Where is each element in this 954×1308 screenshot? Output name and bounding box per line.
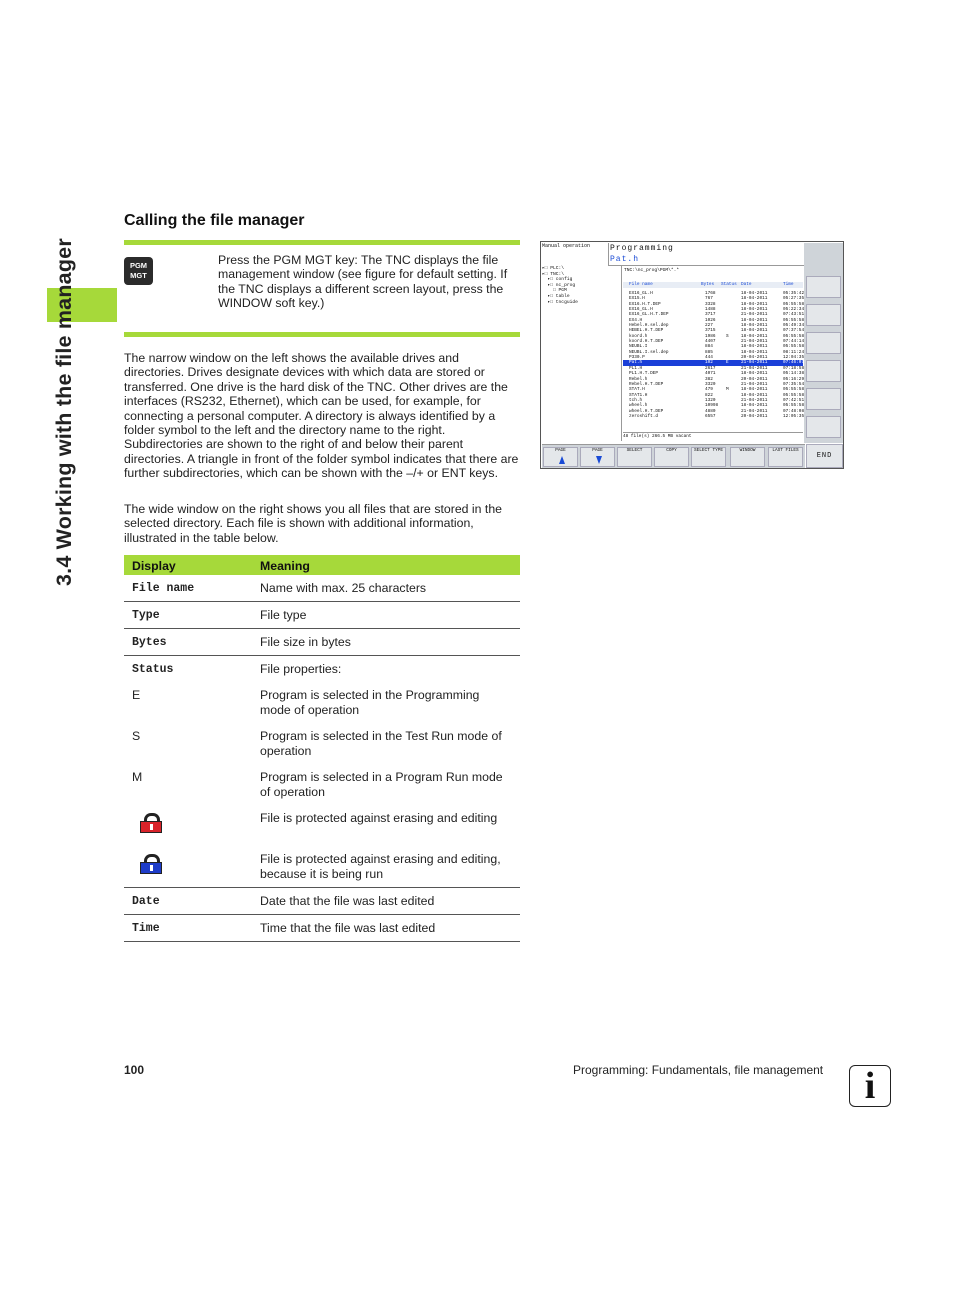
file-list-cell: 1986 <box>705 333 716 339</box>
program-header <box>608 243 804 266</box>
file-list-cell: 05:55:58 <box>783 301 805 307</box>
file-list-cell: koord.H.T.DEP <box>629 339 664 345</box>
file-list-cell: 1026 <box>705 317 716 323</box>
display-cell: M <box>132 770 143 784</box>
tree-item: ▸□ PLC:\ <box>542 266 565 271</box>
file-list-cell: S <box>726 333 729 339</box>
vertical-softkey <box>806 388 841 410</box>
table-row <box>124 915 520 942</box>
table-row <box>124 682 520 723</box>
lock-blue-icon <box>140 854 162 874</box>
file-list-cell: 05:22:34 <box>783 307 805 313</box>
file-list-cell: 3717 <box>705 312 716 318</box>
file-list-cell: 05:27:35 <box>783 296 805 302</box>
softkey-select: SELECT <box>617 447 652 467</box>
paragraph-files: The wide window on the right shows you all files that are stored in the selected directory. Each file is shown with additional information, illustrated in the table below. <box>124 502 502 545</box>
softkey-row <box>542 444 805 469</box>
file-list-cell: 18-04-2011 <box>741 333 768 339</box>
file-list-cell: 227 <box>705 323 713 329</box>
display-cell: File name <box>124 575 252 602</box>
file-list-cell: 18-04-2011 <box>741 296 768 302</box>
file-list-column-header: Date <box>741 282 752 287</box>
arrow-up-icon <box>559 456 565 464</box>
softkey-window: WINDOW <box>730 447 765 467</box>
file-list-cell: Rebel.h <box>629 376 648 382</box>
meaning-cell: File type <box>252 602 520 629</box>
table-header-meaning: Meaning <box>252 555 520 575</box>
vertical-softkey-bar <box>804 243 843 443</box>
paragraph-drives: The narrow window on the left shows the available drives and directories. Drives designate devices with which data are stored or transferred. One drive is the hard disk of the TNC. Other drives are the interfaces (RS232, Ethernet), which can be used, for example, for connecting a personal computer. A directory is always identified by a folder symbol to the left and the directory name to the right. Subdirectories are shown to the right of and below their parent directories. A triangle in front of the folder symbol indicates that there are further subdirectories, which can be shown with the –/+ or ENT keys. <box>124 351 519 481</box>
file-list-cell: 4880 <box>705 408 716 414</box>
tree-item: ▸□ config <box>542 277 573 283</box>
file-list-cell: HEBEL.H.T.DEP <box>629 328 664 334</box>
file-list-cell: 18-04-2011 <box>741 323 768 329</box>
file-list-cell: E <box>726 360 729 366</box>
display-cell: Type <box>124 602 252 629</box>
table-row <box>124 575 520 602</box>
program-file: Pat.h <box>610 255 640 264</box>
tree-item: ▸□ tncguide <box>542 299 578 305</box>
file-list-cell: 18-04-2011 <box>741 307 768 313</box>
file-list-cell: STAT1.H <box>629 392 648 398</box>
file-list-cell: 4071 <box>705 371 716 377</box>
file-list-cell: 07:35:54 <box>783 381 805 387</box>
softkey-page: PAGE <box>580 447 615 467</box>
file-list-cell: 10998 <box>705 403 719 409</box>
file-list-cell: zeroshift.d <box>629 413 658 419</box>
file-list-cell: 05:55:58 <box>783 403 805 409</box>
file-list-cell: 20-04-2011 <box>741 413 768 419</box>
file-list-cell: 18-04-2011 <box>741 344 768 350</box>
file-list-cell: 18-04-2011 <box>741 301 768 307</box>
vertical-softkey <box>806 332 841 354</box>
file-list-cell: 18-04-2011 <box>741 387 768 393</box>
file-list-cell: 12:04:35 <box>783 355 805 361</box>
file-list-footer: 48 file(s) 266.5 MB vacant <box>623 432 803 439</box>
file-list-header <box>623 282 803 288</box>
table-row <box>124 629 520 656</box>
meaning-cell: Name with max. 25 characters <box>252 575 520 602</box>
file-info-table <box>124 555 520 942</box>
display-cell: S <box>132 729 141 743</box>
end-softkey: END <box>806 444 843 468</box>
file-list-cell: 4407 <box>705 339 716 345</box>
table-header-display: Display <box>124 555 252 575</box>
file-list-cell: 885 <box>705 349 713 355</box>
file-list-column-header: Status <box>721 282 737 287</box>
file-list-cell: EX16_GL.H <box>629 291 653 296</box>
file-list-cell: 05:35:42 <box>783 291 805 296</box>
file-list-cell: 18-04-2011 <box>741 403 768 409</box>
tree-item: ▸□ nc_prog <box>542 282 576 288</box>
vertical-softkey <box>806 276 841 298</box>
file-list-cell: koord.h <box>629 333 648 339</box>
file-list-cell: 21-04-2011 <box>741 312 768 318</box>
meaning-cell: Time that the file was last edited <box>252 915 520 942</box>
file-list-cell: EX15.H <box>629 296 645 302</box>
meaning-cell: Program is selected in the Test Run mode of operation <box>260 729 502 758</box>
footer-text: Programming: Fundamentals, file management <box>573 1063 824 1077</box>
file-list-cell: 05:55:58 <box>783 392 805 398</box>
file-list-cell: 07:44:14 <box>783 339 805 345</box>
file-list-cell: P330.P <box>629 355 645 361</box>
file-list-cell: 12:05:35 <box>783 413 805 419</box>
file-list-cell: 21-04-2011 <box>741 397 768 403</box>
tree-item: ▸□ table <box>542 293 570 299</box>
file-list-cell: wheel.h <box>629 403 648 409</box>
file-list-cell: 18-04-2011 <box>741 291 768 296</box>
file-list-cell: 05:14:38 <box>783 371 805 377</box>
meaning-cell: File is protected against erasing and editing, because it is being run <box>252 846 520 888</box>
table-row <box>124 805 520 846</box>
file-list-cell: 07:43:51 <box>783 312 805 318</box>
file-list-cell: 18-04-2011 <box>741 392 768 398</box>
file-list-cell: 479 <box>705 387 713 393</box>
lock-red-icon <box>140 813 162 833</box>
vertical-softkey <box>806 416 841 438</box>
file-list-cell: 07:42:51 <box>783 397 805 403</box>
file-list-cell: 07:18:58 <box>783 365 805 371</box>
mode-label: Manual operation <box>542 243 609 265</box>
table-row <box>124 846 520 888</box>
key-label-line1: PGM <box>129 261 148 270</box>
softkey-copy: COPY <box>654 447 689 467</box>
file-list-cell: 05:55:58 <box>783 317 805 323</box>
file-list-cell: 444 <box>705 355 713 361</box>
display-cell: Bytes <box>124 629 252 656</box>
table-row <box>124 764 520 805</box>
file-list-cell: 05:55:58 <box>783 333 805 339</box>
tnc-file-manager-screenshot <box>540 241 844 469</box>
file-list-cell: 1488 <box>705 307 716 313</box>
meaning-cell: File properties: <box>260 662 342 676</box>
file-list-cell: 18-04-2011 <box>741 371 768 377</box>
table-row <box>124 656 520 683</box>
file-list-cell: 884 <box>705 344 713 350</box>
file-list-cell: 18-04-2011 <box>741 328 768 334</box>
file-list-cell: 21-04-2011 <box>741 360 768 366</box>
display-cell: Date <box>124 888 252 915</box>
file-list-cell: Pat.h <box>629 360 643 366</box>
display-cell: Status <box>132 663 174 676</box>
arrow-down-icon <box>596 456 602 464</box>
file-list-cell: 1320 <box>705 397 716 403</box>
section-rule-bottom <box>124 332 520 337</box>
chapter-tab-title: 3.4 Working with the file manager <box>52 238 76 586</box>
table-row <box>124 723 520 764</box>
file-list-cell: 20-04-2011 <box>741 355 768 361</box>
section-rule-top <box>124 240 520 245</box>
file-list-cell: EX16.H.T.DEP <box>629 301 661 307</box>
file-list-cell: 102 <box>705 360 713 366</box>
file-list-cell: tch.h <box>629 397 643 403</box>
softkey-page: PAGE <box>543 447 578 467</box>
meaning-cell: Date that the file was last edited <box>252 888 520 915</box>
file-list-cell: 3328 <box>705 301 716 307</box>
file-list-cell: 2617 <box>705 365 716 371</box>
vertical-softkey <box>806 304 841 326</box>
file-list-cell: 21-04-2011 <box>741 365 768 371</box>
file-list-cell: 18-04-2011 <box>741 349 768 355</box>
file-list-cell: 21-04-2011 <box>741 339 768 345</box>
file-list-cell: 20-04-2011 <box>741 376 768 382</box>
file-list-cell: 05:55:58 <box>783 344 805 350</box>
meaning-cell: File size in bytes <box>252 629 520 656</box>
file-list-panel <box>621 266 805 441</box>
info-icon: i <box>849 1065 891 1107</box>
file-list-cell: 07:37:54 <box>783 328 805 334</box>
file-list-cell: EX16_GL.H <box>629 307 653 313</box>
tree-item: □ PGM <box>542 288 567 294</box>
meaning-cell: Program is selected in a Program Run mode of operation <box>260 770 503 799</box>
key-label-line2: MGT <box>130 271 147 280</box>
file-list-cell: 08:11:24 <box>783 349 805 355</box>
file-list-cell: 3715 <box>705 328 716 334</box>
table-row <box>124 888 520 915</box>
file-list-cell: EX4.H <box>629 317 643 323</box>
file-list-cell: STAT.H <box>629 387 645 393</box>
file-list-cell: 382 <box>705 376 713 382</box>
file-list-cell: 21-04-2011 <box>741 408 768 414</box>
file-list-cell: 07:46:07 <box>783 360 805 366</box>
file-list-cell: M <box>726 387 729 393</box>
file-list-cell: NEUBL.I.sel.dep <box>629 349 669 355</box>
file-list-column-header: Bytes <box>701 282 715 287</box>
file-list-cell: 6557 <box>705 413 716 419</box>
file-list-cell: PL1.H.T.DEP <box>629 371 658 377</box>
page-number: 100 <box>124 1063 145 1077</box>
file-list-cell: 07:48:08 <box>783 408 805 414</box>
meaning-cell: File is protected against erasing and editing <box>260 811 498 825</box>
vertical-softkey <box>806 360 841 382</box>
file-list-cell: wheel.H.T.DEP <box>629 408 664 414</box>
file-list-cell: Hebel.H.sel.dep <box>629 323 669 329</box>
file-list-cell: 3320 <box>705 381 716 387</box>
program-title: Programming <box>610 244 674 253</box>
file-list-column-header: Time <box>783 282 794 287</box>
section-title: Calling the file manager <box>124 212 305 229</box>
file-list-rows <box>623 291 803 419</box>
table-row <box>124 602 520 629</box>
file-list-cell: PL1.H <box>629 365 643 371</box>
current-path: TNC:\nc_prog\PGM\*.* <box>624 268 680 273</box>
file-list-cell: 18-04-2011 <box>741 317 768 323</box>
file-list-column-header: File name <box>629 282 653 287</box>
file-list-cell: EX16_GL.H.T.DEP <box>629 312 669 318</box>
file-list-cell: 21-04-2011 <box>741 381 768 387</box>
tree-item: ▸□ TNC:\ <box>542 271 565 277</box>
softkey-last-files: LAST FILES <box>768 447 803 467</box>
file-list-cell: 822 <box>705 392 713 398</box>
meaning-cell: Program is selected in the Programming mode of operation <box>260 688 480 717</box>
file-list-cell: 1768 <box>705 291 716 296</box>
file-list-item <box>623 414 803 419</box>
softkey-select-type: SELECT TYPE <box>691 447 726 467</box>
directory-tree <box>542 266 620 436</box>
pgm-mgt-key-icon <box>124 257 153 285</box>
display-cell: E <box>132 688 141 702</box>
file-list-cell: Rebel.H.T.DEP <box>629 381 664 387</box>
file-list-cell: 05:16:29 <box>783 376 805 382</box>
display-cell: Time <box>124 915 252 942</box>
intro-text: Press the PGM MGT key: The TNC displays the file management window (see figure for default setting. If the TNC displays a different screen layout, press the WINDOW soft key.) <box>218 253 508 311</box>
file-list-cell: NEUBL.I <box>629 344 648 350</box>
file-list-cell: 05:55:58 <box>783 387 805 393</box>
file-list-cell: 05:49:34 <box>783 323 805 329</box>
file-list-cell: 767 <box>705 296 713 302</box>
